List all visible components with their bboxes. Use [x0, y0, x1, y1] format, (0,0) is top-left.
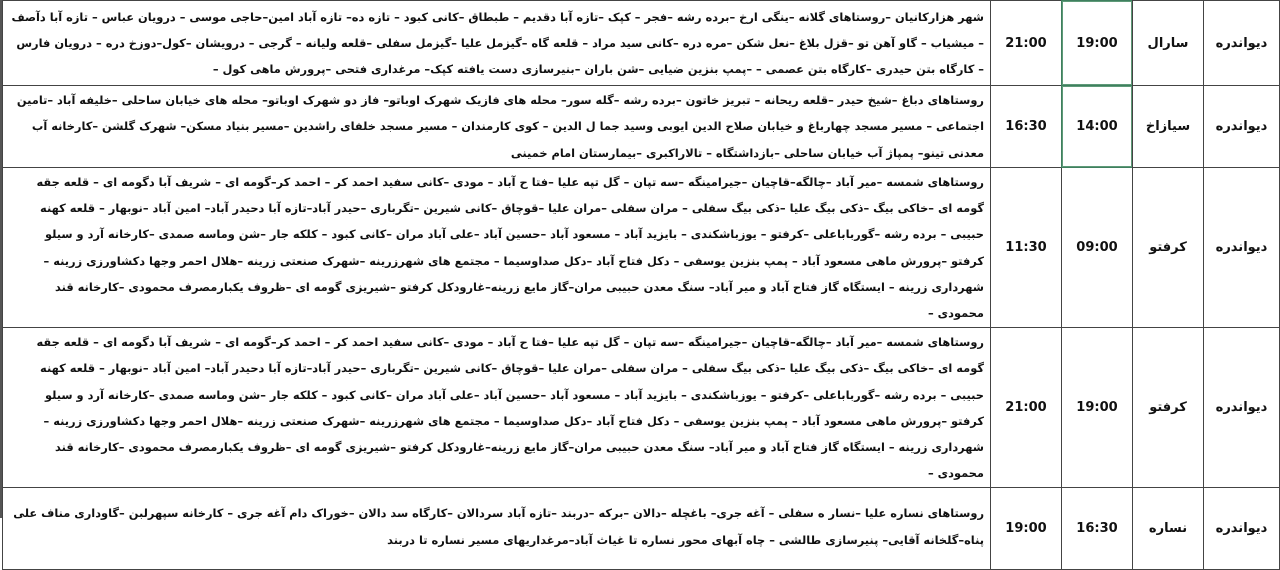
- area-cell[interactable]: نساره: [1133, 488, 1204, 570]
- table-row: [3, 168, 1280, 328]
- end-time-cell[interactable]: 19:00: [991, 488, 1062, 570]
- affected-areas-cell[interactable]: روستاهای دباغ –شیخ حیدر –قلعه ریحانه – تبریز خاتون –برده رشه –گله سور– محله های فازیک شهرک اوباتو– فاز دو شهرک اوباتو– محله های خیابان ساحلی –خلیفه آباد –تامین اجتماعی – مسیر مسجد چهارباغ و خیابان صلاح الدین ایوبی وسید جما ل الدین – کوی کارمندان – مسیر مسجد خلفای راشدین –مسیر بنیاد مسکن– شهرک گلشن –کارخانه آب معدنی تینو– پمپاژ آب خیابان ساحلی –بازداشتگاه – تالاراکبری –بیمارستان امام خمینی: [3, 86, 991, 168]
- table-row: [3, 86, 1280, 168]
- city-cell[interactable]: دیواندره: [1204, 328, 1280, 488]
- sheet-left-border: [0, 0, 2, 518]
- city-cell[interactable]: دیواندره: [1204, 86, 1280, 168]
- area-cell[interactable]: سیازاخ: [1133, 86, 1204, 168]
- affected-areas-cell[interactable]: روستاهای شمسه –میر آباد –چالگه–قاچیان –جیرامینگه –سه تپان – گل تپه علیا –فتا ح آباد – مودی –کانی سفید احمد کر – احمد کر–گومه ای – شریف آبا دگومه ای – قلعه جقه گومه ای –خاکی بیگ –ذکی بیگ علیا –ذکی بیگ سفلی – مران سفلی –مران علیا –قوچاق –کانی شیرین –تگرباری –حیدر آباد–تازه آبا دحیدر آباد– امین آباد –نوبهار – قلعه کهنه حبیبی – برده رشه –گوربابا‌علی –کرفتو – یوزباشکندی – بایزید آباد – مسعود آباد –حسین آباد –علی آباد مران –کانی کبود – کلکه جار –شن وماسه صمدی –کارخانه آرد و سیلو کرفتو –پرورش ماهی مسعود آباد – پمپ بنزین یوسفی – دکل فتاح آباد –دکل صداوسیما – مجتمع های شهرزرینه –شهرک صنعتی زرینه –هلال احمر وجها دکشاورزی زرینه –شهرداری زرینه – ایستگاه گاز فتاح آباد و میر آباد– سنگ معدن حبیبی مران–گاز مایع زرینه–غارودکل کرفتو –شیریزی گومه ای –ظروف یکبارمصرف محمودی –کارخانه قند محمودی –: [3, 168, 991, 328]
- start-time-cell[interactable]: 14:00: [1062, 86, 1133, 168]
- city-cell[interactable]: دیواندره: [1204, 1, 1280, 86]
- area-cell[interactable]: کرفتو: [1133, 328, 1204, 488]
- city-cell[interactable]: دیواندره: [1204, 488, 1280, 570]
- area-cell[interactable]: سارال: [1133, 1, 1204, 86]
- end-time-cell[interactable]: 11:30: [991, 168, 1062, 328]
- table-row: [3, 1, 1280, 86]
- outage-schedule-table: [2, 0, 1280, 570]
- affected-areas-cell[interactable]: روستاهای شمسه –میر آباد –چالگه–قاچیان –جیرامینگه –سه تپان – گل تپه علیا –فتا ح آباد – مودی –کانی سفید احمد کر – احمد کر–گومه ای – شریف آبا دگومه ای – قلعه جقه گومه ای –خاکی بیگ –ذکی بیگ علیا –ذکی بیگ سفلی – مران سفلی –مران علیا –قوچاق –کانی شیرین –تگرباری –حیدر آباد–تازه آبا دحیدر آباد– امین آباد –نوبهار – قلعه کهنه حبیبی – برده رشه –گوربابا‌علی –کرفتو – یوزباشکندی – بایزید آباد – مسعود آباد –حسین آباد –علی آباد مران –کانی کبود – کلکه جار –شن وماسه صمدی –کارخانه آرد و سیلو کرفتو –پرورش ماهی مسعود آباد – پمپ بنزین یوسفی – دکل فتاح آباد –دکل صداوسیما – مجتمع های شهرزرینه –شهرک صنعتی زرینه –هلال احمر وجها دکشاورزی زرینه –شهرداری زرینه – ایستگاه گاز فتاح آباد و میر آباد– سنگ معدن حبیبی مران–گاز مایع زرینه–غارودکل کرفتو –شیریزی گومه ای –ظروف یکبارمصرف محمودی –کارخانه قند محمودی –: [3, 328, 991, 488]
- area-cell[interactable]: کرفتو: [1133, 168, 1204, 328]
- table-row: [3, 328, 1280, 488]
- affected-areas-cell[interactable]: شهر هزارکانیان –روستاهای گلانه –ینگی ارخ –برده رشه –فجر – کپک –تازه آبا دقدیم – طبطاق –کانی کبود – تازه ده– تازه آباد امین–حاجی موسی – درویان عباس – تازه آبا دآصف – میشیاب – گاو آهن تو –قزل بلاغ –نعل شکن –مره دره –کانی سید مراد – قلعه گاه –گیزمل علیا –گیزمل سفلی –قلعه ولیانه – گرجی – درویشان –کول–دوزخ دره – درویان فارس – کارگاه بتن حیدری –کارگاه بتن عصمی – –پمپ بنزین ضیایی –شن باران –بنیرسازی دست یافته کپک– مرغداری فتحی –پرورش ماهی کول –: [3, 1, 991, 86]
- start-time-cell[interactable]: 16:30: [1062, 488, 1133, 570]
- end-time-cell[interactable]: 16:30: [991, 86, 1062, 168]
- table-row: [3, 488, 1280, 570]
- start-time-cell[interactable]: 19:00: [1062, 328, 1133, 488]
- start-time-cell[interactable]: 19:00: [1062, 1, 1133, 86]
- start-time-cell[interactable]: 09:00: [1062, 168, 1133, 328]
- end-time-cell[interactable]: 21:00: [991, 328, 1062, 488]
- end-time-cell[interactable]: 21:00: [991, 1, 1062, 86]
- city-cell[interactable]: دیواندره: [1204, 168, 1280, 328]
- affected-areas-cell[interactable]: روستاهای نساره علیا –نسار ه سفلی – آغه جری– باغچله –دالان –برکه –دربند –تازه آباد سردالان –کارگاه سد دالان –خوراک دام آغه جری – کارخانه سپهرلبن –گاوداری مناف علی پناه–گلخانه آقایی– پنیرسازی طالشی – چاه آبهای محور نساره تا غیاث آباد–مرغداریهای مسیر نساره تا دربند: [3, 488, 991, 570]
